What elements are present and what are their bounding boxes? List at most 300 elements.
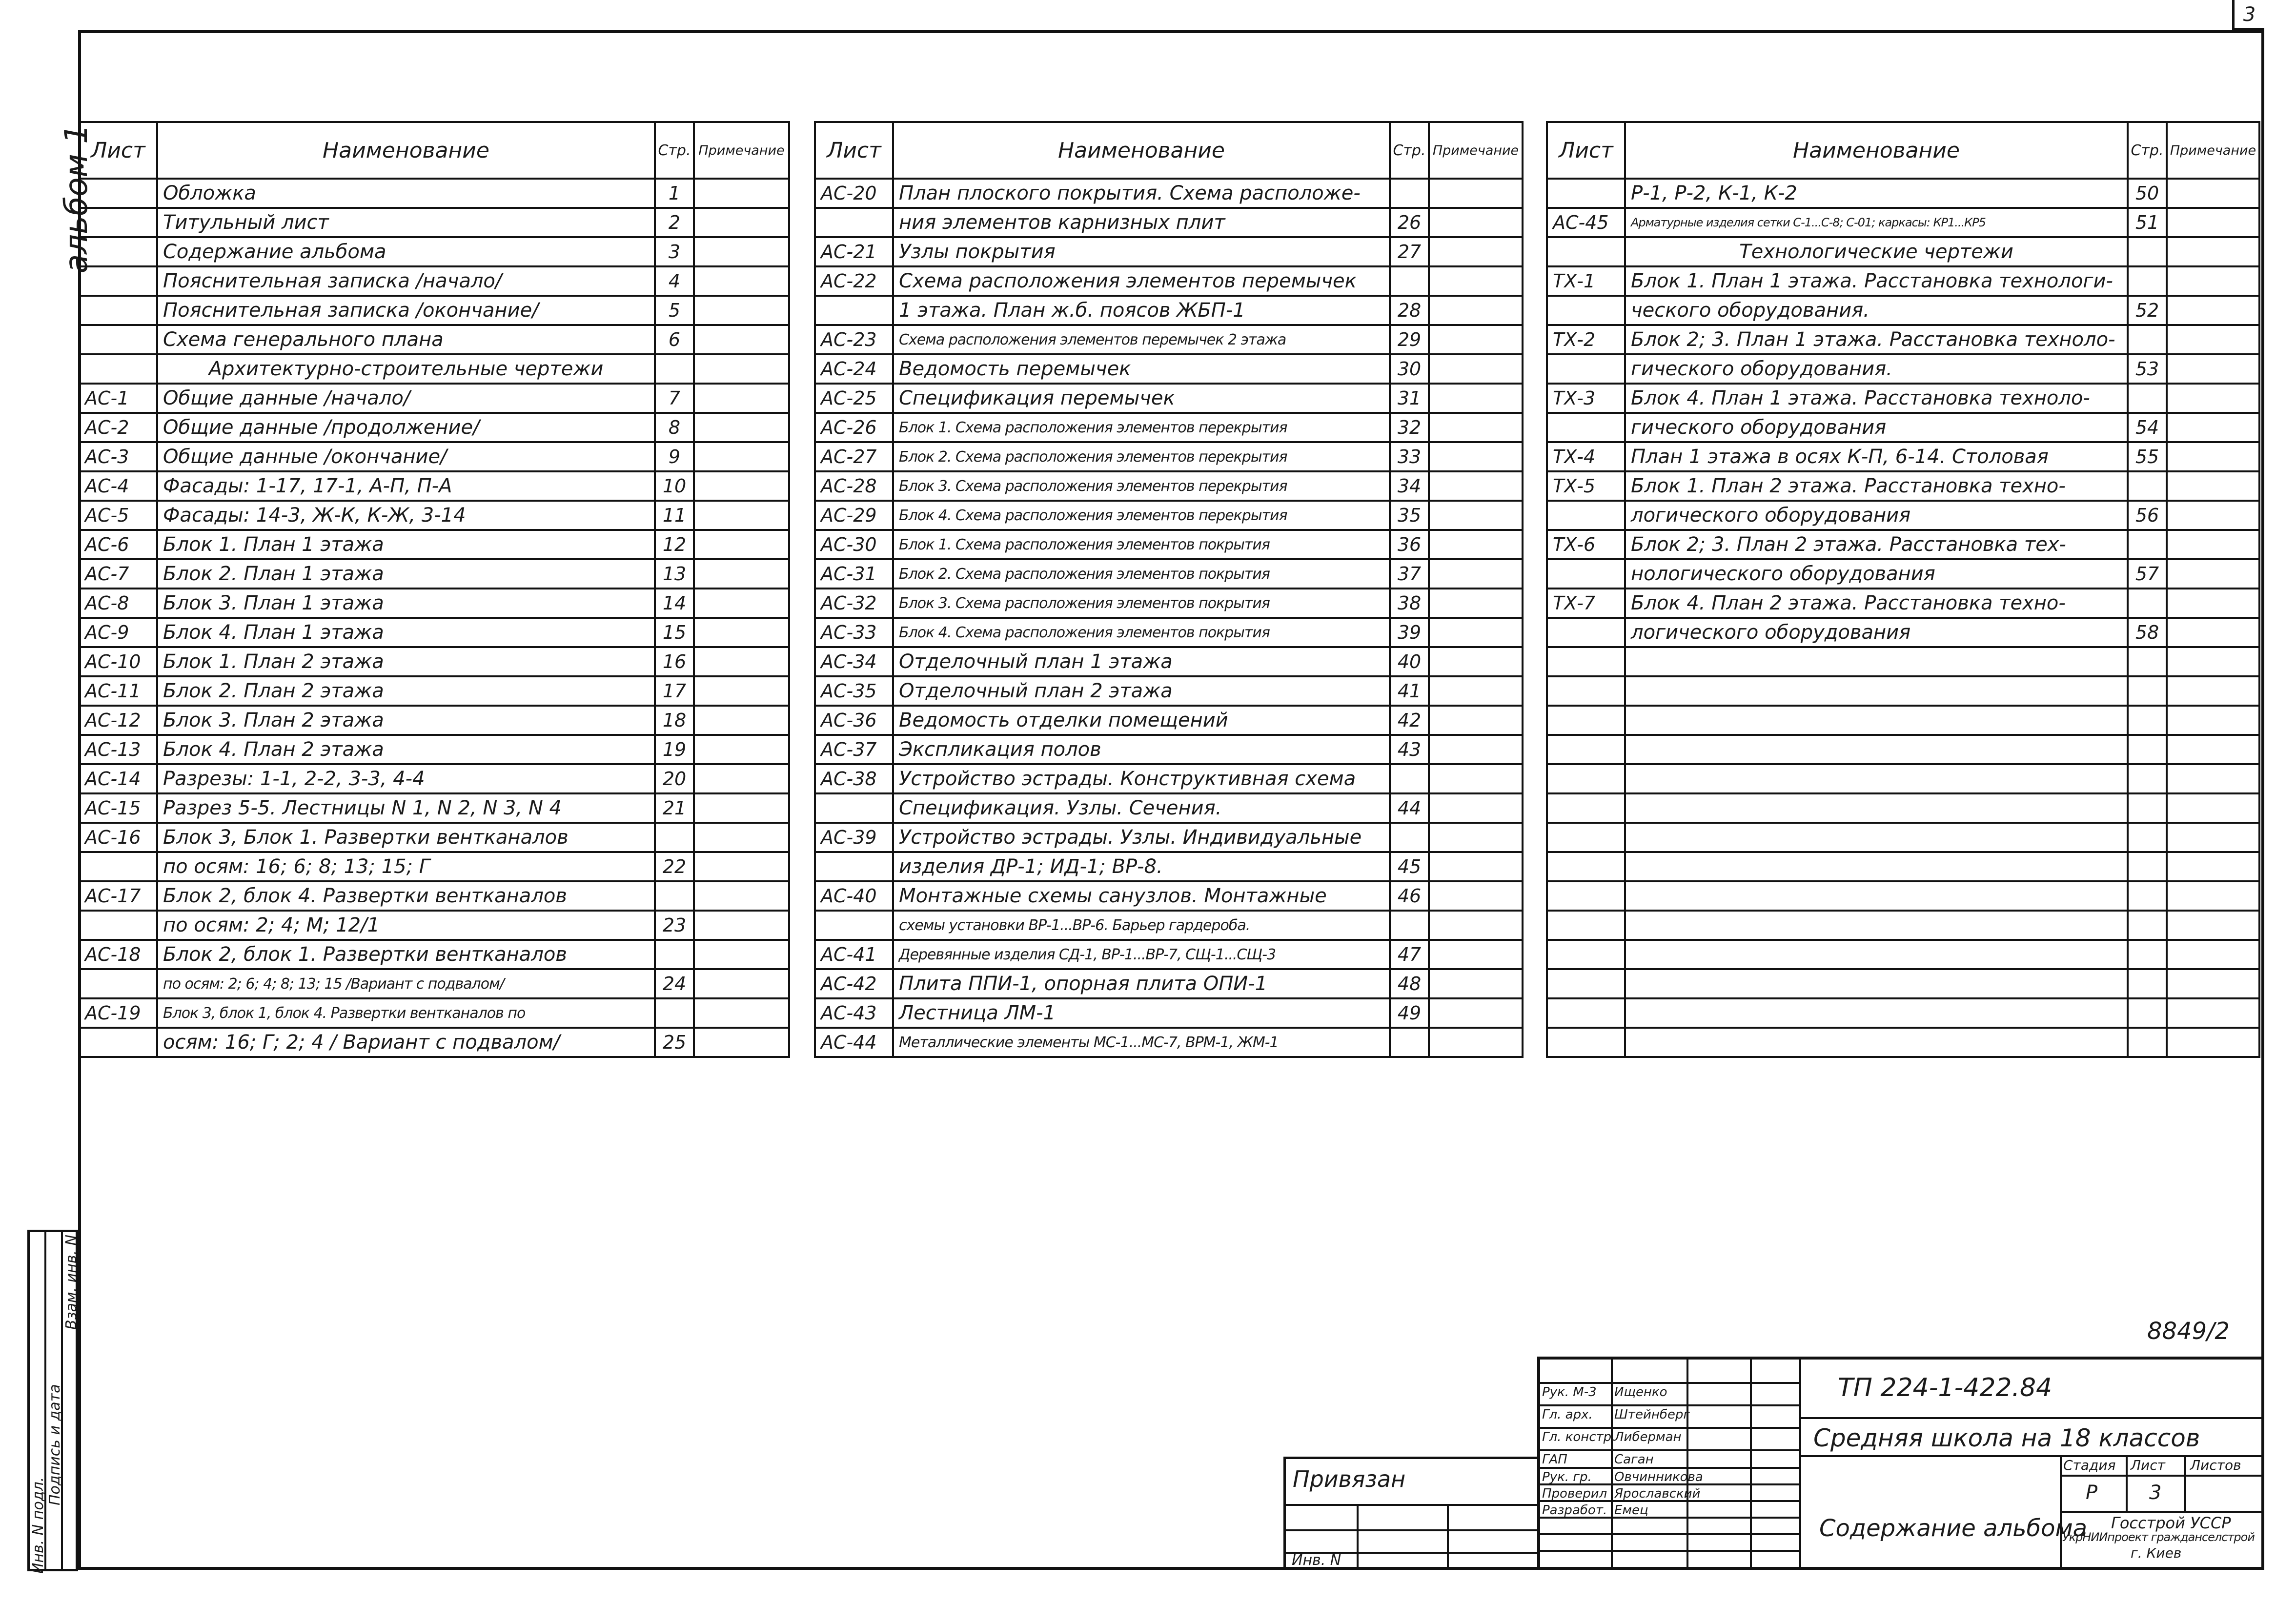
note-cell xyxy=(694,471,789,501)
sheet-name xyxy=(1625,969,2128,998)
table-row xyxy=(815,676,1523,706)
sheet-code xyxy=(1547,296,1625,325)
staff-role: Гл. констр. xyxy=(1542,1430,1616,1444)
note-cell xyxy=(2167,179,2259,208)
header-page: Стр. xyxy=(2128,122,2167,179)
page-number-cell: 48 xyxy=(1390,969,1429,998)
table-row xyxy=(79,852,789,881)
note-cell xyxy=(2167,647,2259,676)
note-cell xyxy=(1429,413,1523,442)
table-row xyxy=(815,559,1523,589)
table-row xyxy=(79,823,789,852)
staff-name: Штейнберг xyxy=(1614,1407,1690,1422)
page-number-cell: 1 xyxy=(655,179,694,208)
note-cell xyxy=(694,969,789,998)
page-number-cell: 51 xyxy=(2128,208,2167,237)
sheet-name: Узлы покрытия xyxy=(893,237,1390,266)
table-row xyxy=(815,296,1523,325)
page-number-cell: 45 xyxy=(1390,852,1429,881)
note-cell xyxy=(1429,589,1523,618)
sheet-name xyxy=(1625,793,2128,823)
table-row xyxy=(79,793,789,823)
sheet-code: АС-20 xyxy=(815,179,893,208)
sheet-code xyxy=(1547,852,1625,881)
page-number-cell xyxy=(2128,237,2167,266)
sheet-name: Устройство эстрады. Конструктивная схема xyxy=(893,764,1390,793)
sheet-code: АС-18 xyxy=(79,940,157,969)
header-name: Наименование xyxy=(1625,122,2128,179)
sheet-name: Титульный лист xyxy=(157,208,655,237)
note-cell xyxy=(1429,764,1523,793)
sheet-code xyxy=(79,179,157,208)
sheet-code: АС-34 xyxy=(815,647,893,676)
table-row xyxy=(815,589,1523,618)
note-cell xyxy=(2167,618,2259,647)
table-row xyxy=(815,647,1523,676)
sheet-code xyxy=(815,208,893,237)
table-row xyxy=(1547,1028,2259,1057)
sheet-name: Блок 3. Схема расположения элементов покрытия xyxy=(893,589,1390,618)
note-cell xyxy=(694,618,789,647)
sheet-code: АС-14 xyxy=(79,764,157,793)
table-row xyxy=(1547,237,2259,266)
note-cell xyxy=(694,911,789,940)
page-number-cell: 11 xyxy=(655,501,694,530)
note-cell xyxy=(1429,911,1523,940)
table-row xyxy=(79,618,789,647)
table-row xyxy=(1547,823,2259,852)
page-number-cell xyxy=(2128,266,2167,296)
header-note: Примечание xyxy=(1429,122,1523,179)
sheet-name: осям: 16; Г; 2; 4 / Вариант с подвалом/ xyxy=(157,1028,655,1057)
bound-block xyxy=(1283,1457,1540,1570)
table-row xyxy=(79,881,789,911)
note-cell xyxy=(694,442,789,471)
page-number-cell: 40 xyxy=(1390,647,1429,676)
note-cell xyxy=(2167,296,2259,325)
note-cell xyxy=(2167,1028,2259,1057)
note-cell xyxy=(1429,501,1523,530)
note-cell xyxy=(1429,647,1523,676)
page-number-cell: 58 xyxy=(2128,618,2167,647)
page-number: 3 xyxy=(2232,0,2264,30)
table-row xyxy=(815,940,1523,969)
sheet-code: АС-24 xyxy=(815,354,893,384)
sheet-code: АС-39 xyxy=(815,823,893,852)
table-row xyxy=(79,471,789,501)
page-number-cell: 25 xyxy=(655,1028,694,1057)
doc-code: ТП 224-1-422.84 xyxy=(1838,1373,2052,1402)
note-cell xyxy=(2167,471,2259,501)
note-cell xyxy=(694,296,789,325)
page-number-cell: 35 xyxy=(1390,501,1429,530)
note-cell xyxy=(694,881,789,911)
sheet-code: АС-16 xyxy=(79,823,157,852)
staff-role: Рук. гр. xyxy=(1542,1470,1592,1484)
note-cell xyxy=(2167,823,2259,852)
sheet-code: АС-17 xyxy=(79,881,157,911)
table-row xyxy=(815,384,1523,413)
header-note: Примечание xyxy=(2167,122,2259,179)
page-number-cell: 9 xyxy=(655,442,694,471)
page-number-cell: 6 xyxy=(655,325,694,354)
page-number-cell: 2 xyxy=(655,208,694,237)
table-row xyxy=(815,706,1523,735)
header-sheet: Лист xyxy=(1547,122,1625,179)
page-number-cell: 53 xyxy=(2128,354,2167,384)
sheet-name: Разрезы: 1-1, 2-2, 3-3, 4-4 xyxy=(157,764,655,793)
org-line-3: г. Киев xyxy=(2131,1545,2182,1561)
page-number-cell: 18 xyxy=(655,706,694,735)
table-row xyxy=(815,325,1523,354)
sheet-name: Блок 2. План 2 этажа xyxy=(157,676,655,706)
table-row xyxy=(1547,676,2259,706)
note-cell xyxy=(1429,1028,1523,1057)
note-cell xyxy=(694,793,789,823)
table-row xyxy=(79,764,789,793)
table-row xyxy=(1547,764,2259,793)
sheet-code xyxy=(1547,618,1625,647)
table-row xyxy=(815,501,1523,530)
sheet-name: Пояснительная записка /окончание/ xyxy=(157,296,655,325)
sheet-name: Блок 3. План 2 этажа xyxy=(157,706,655,735)
note-cell xyxy=(694,413,789,442)
sheet-name xyxy=(1625,940,2128,969)
sheet-code xyxy=(1547,413,1625,442)
table-row xyxy=(79,589,789,618)
note-cell xyxy=(2167,998,2259,1028)
note-cell xyxy=(694,647,789,676)
stage-value: Р xyxy=(2086,1482,2098,1504)
bound-label: Привязан xyxy=(1293,1466,1406,1492)
page-number-cell: 43 xyxy=(1390,735,1429,764)
page-number-cell xyxy=(2128,881,2167,911)
note-cell xyxy=(694,501,789,530)
table-row xyxy=(815,1028,1523,1057)
note-cell xyxy=(2167,325,2259,354)
sheet-title: Содержание альбома xyxy=(1819,1515,2088,1542)
sheet-code: АС-6 xyxy=(79,530,157,559)
note-cell xyxy=(1429,735,1523,764)
page-number-cell: 52 xyxy=(2128,296,2167,325)
page-number-cell: 15 xyxy=(655,618,694,647)
page-number-cell: 17 xyxy=(655,676,694,706)
note-cell xyxy=(2167,384,2259,413)
note-cell xyxy=(2167,764,2259,793)
table-row xyxy=(1547,354,2259,384)
page-number-cell: 21 xyxy=(655,793,694,823)
table-row xyxy=(815,179,1523,208)
note-cell xyxy=(694,384,789,413)
sheet-name: гического оборудования. xyxy=(1625,354,2128,384)
note-cell xyxy=(694,1028,789,1057)
table-row xyxy=(815,998,1523,1028)
page-number-cell xyxy=(655,940,694,969)
table-row xyxy=(815,969,1523,998)
page-number-cell: 42 xyxy=(1390,706,1429,735)
table-row xyxy=(1547,852,2259,881)
table-row xyxy=(1547,881,2259,911)
note-cell xyxy=(694,852,789,881)
page-number-cell xyxy=(1390,266,1429,296)
header-sheet: Лист xyxy=(79,122,157,179)
note-cell xyxy=(1429,618,1523,647)
sheets-label: Листов xyxy=(2190,1457,2241,1473)
sheet-code: АС-7 xyxy=(79,559,157,589)
staff-role: Рук. М-3 xyxy=(1542,1385,1597,1400)
table-row xyxy=(1547,413,2259,442)
sheet-name: 1 этажа. План ж.б. поясов ЖБП-1 xyxy=(893,296,1390,325)
sheet-name: гического оборудования xyxy=(1625,413,2128,442)
page-number-cell xyxy=(655,998,694,1028)
table-row xyxy=(79,442,789,471)
note-cell xyxy=(2167,881,2259,911)
table-row xyxy=(1547,266,2259,296)
page-number-cell: 39 xyxy=(1390,618,1429,647)
table-row xyxy=(815,764,1523,793)
staff-name: Ищенко xyxy=(1614,1385,1667,1400)
page-number-cell xyxy=(2128,647,2167,676)
sheet-name xyxy=(1625,1028,2128,1057)
page-number-cell xyxy=(2128,764,2167,793)
sheet-name: Блок 2. Схема расположения элементов перекрытия xyxy=(893,442,1390,471)
stage-label: Стадия xyxy=(2063,1457,2116,1473)
table-row xyxy=(79,1028,789,1057)
sheet-name: Лестница ЛМ-1 xyxy=(893,998,1390,1028)
sheet-code: АС-13 xyxy=(79,735,157,764)
page-number-cell xyxy=(2128,823,2167,852)
page-number-cell: 13 xyxy=(655,559,694,589)
sheet-code: АС-1 xyxy=(79,384,157,413)
table-row xyxy=(1547,179,2259,208)
table-row xyxy=(1547,471,2259,501)
table-row xyxy=(815,471,1523,501)
sheet-name: логического оборудования xyxy=(1625,618,2128,647)
table-row xyxy=(815,881,1523,911)
sheet-code xyxy=(1547,793,1625,823)
note-cell xyxy=(694,940,789,969)
note-cell xyxy=(1429,266,1523,296)
page-number-cell: 57 xyxy=(2128,559,2167,589)
sheet-code xyxy=(1547,911,1625,940)
note-cell xyxy=(1429,940,1523,969)
page-number-cell xyxy=(2128,325,2167,354)
sheet-name: Монтажные схемы санузлов. Монтажные xyxy=(893,881,1390,911)
sheet-name: Содержание альбома xyxy=(157,237,655,266)
sheet-code: АС-41 xyxy=(815,940,893,969)
sheet-name: Ведомость перемычек xyxy=(893,354,1390,384)
sheet-name: логического оборудования xyxy=(1625,501,2128,530)
sheet-name: Схема расположения элементов перемычек 2 этажа xyxy=(893,325,1390,354)
sheet-code: АС-44 xyxy=(815,1028,893,1057)
sheet-name: Блок 3, блок 1, блок 4. Развертки вентканалов по xyxy=(157,998,655,1028)
note-cell xyxy=(694,589,789,618)
sheet-name: Блок 4. План 1 этажа xyxy=(157,618,655,647)
note-cell xyxy=(2167,706,2259,735)
sheet-name: Спецификация перемычек xyxy=(893,384,1390,413)
inv-label: Инв. N xyxy=(1292,1552,1341,1569)
table-row xyxy=(1547,589,2259,618)
page-number-cell xyxy=(1390,764,1429,793)
sheet-code: АС-22 xyxy=(815,266,893,296)
staff-role: Гл. арх. xyxy=(1542,1407,1593,1422)
page-number-cell xyxy=(2128,940,2167,969)
page-number-cell: 41 xyxy=(1390,676,1429,706)
sheet-code: ТХ-1 xyxy=(1547,266,1625,296)
page-number-cell: 30 xyxy=(1390,354,1429,384)
sheet-code xyxy=(79,354,157,384)
note-cell xyxy=(2167,413,2259,442)
table-row xyxy=(1547,559,2259,589)
sheet-name: Блок 1. План 2 этажа. Расстановка техно- xyxy=(1625,471,2128,501)
page-number-cell: 5 xyxy=(655,296,694,325)
sheet-name: Блок 3, Блок 1. Развертки вентканалов xyxy=(157,823,655,852)
sheet-name xyxy=(1625,911,2128,940)
note-cell xyxy=(2167,266,2259,296)
page-number-cell: 14 xyxy=(655,589,694,618)
sheet-name: Блок 3. План 1 этажа xyxy=(157,589,655,618)
page-number-cell: 28 xyxy=(1390,296,1429,325)
sheet-code: АС-4 xyxy=(79,471,157,501)
side-stamp xyxy=(27,1230,80,1574)
table-row xyxy=(79,998,789,1028)
header-page: Стр. xyxy=(1390,122,1429,179)
sheet-code: АС-29 xyxy=(815,501,893,530)
note-cell xyxy=(694,208,789,237)
page-number-cell: 12 xyxy=(655,530,694,559)
note-cell xyxy=(1429,237,1523,266)
page-number-cell: 36 xyxy=(1390,530,1429,559)
note-cell xyxy=(694,676,789,706)
sheet-code: АС-9 xyxy=(79,618,157,647)
page-number-cell: 37 xyxy=(1390,559,1429,589)
table-row xyxy=(815,442,1523,471)
table-row xyxy=(815,237,1523,266)
sheet-name: Фасады: 1-17, 17-1, А-П, П-А xyxy=(157,471,655,501)
sheet-name: Устройство эстрады. Узлы. Индивидуальные xyxy=(893,823,1390,852)
table-row xyxy=(815,911,1523,940)
sheet-name: Блок 1. План 1 этажа xyxy=(157,530,655,559)
page-number-cell: 31 xyxy=(1390,384,1429,413)
note-cell xyxy=(2167,940,2259,969)
page-number-cell xyxy=(2128,471,2167,501)
page-number-cell xyxy=(2128,852,2167,881)
table-row xyxy=(1547,911,2259,940)
page-number-cell: 34 xyxy=(1390,471,1429,501)
note-cell xyxy=(1429,354,1523,384)
sheet-code: АС-26 xyxy=(815,413,893,442)
sheet-code: АС-43 xyxy=(815,998,893,1028)
table-row xyxy=(815,208,1523,237)
sheet-name: Металлические элементы МС-1...МС-7, ВРМ-1, ЖМ-1 xyxy=(893,1028,1390,1057)
table-row xyxy=(1547,969,2259,998)
sheet-code: АС-10 xyxy=(79,647,157,676)
sheet-code xyxy=(1547,676,1625,706)
page-number-cell xyxy=(2128,530,2167,559)
sheet-name: Плита ППИ-1, опорная плита ОПИ-1 xyxy=(893,969,1390,998)
sheet-name: ния элементов карнизных плит xyxy=(893,208,1390,237)
sheet-code: АС-35 xyxy=(815,676,893,706)
sheet-name: Общие данные /окончание/ xyxy=(157,442,655,471)
table-row xyxy=(79,325,789,354)
table-row xyxy=(815,852,1523,881)
sheet-name: Блок 1. План 2 этажа xyxy=(157,647,655,676)
sheet-name: нологического оборудования xyxy=(1625,559,2128,589)
sheet-code: АС-28 xyxy=(815,471,893,501)
table-row xyxy=(1547,618,2259,647)
note-cell xyxy=(1429,706,1523,735)
sheet-name: Блок 2; 3. План 1 этажа. Расстановка техноло- xyxy=(1625,325,2128,354)
sheet-name: Блок 2, блок 1. Развертки вентканалов xyxy=(157,940,655,969)
table-row xyxy=(79,354,789,384)
note-cell xyxy=(1429,998,1523,1028)
sheet-code xyxy=(1547,823,1625,852)
note-cell xyxy=(2167,969,2259,998)
note-cell xyxy=(1429,530,1523,559)
note-cell xyxy=(1429,296,1523,325)
page-number-cell: 26 xyxy=(1390,208,1429,237)
page-number-cell: 46 xyxy=(1390,881,1429,911)
sheet-code: ТХ-7 xyxy=(1547,589,1625,618)
sheet-name: Фасады: 14-3, Ж-К, К-Ж, 3-14 xyxy=(157,501,655,530)
table-row xyxy=(815,618,1523,647)
contents-table-1 xyxy=(78,121,790,1058)
sheet-value: 3 xyxy=(2149,1482,2162,1504)
note-cell xyxy=(2167,793,2259,823)
note-cell xyxy=(694,266,789,296)
sheet-code: АС-3 xyxy=(79,442,157,471)
page-number-cell: 54 xyxy=(2128,413,2167,442)
note-cell xyxy=(694,325,789,354)
sheet-code xyxy=(1547,501,1625,530)
sheet-code xyxy=(79,1028,157,1057)
sheet-code xyxy=(815,911,893,940)
sheet-code xyxy=(1547,179,1625,208)
sheet-code xyxy=(79,237,157,266)
table-row xyxy=(1547,208,2259,237)
sheet-code: АС-25 xyxy=(815,384,893,413)
page-number-cell xyxy=(1390,911,1429,940)
sheet-code xyxy=(1547,647,1625,676)
page-number-cell: 33 xyxy=(1390,442,1429,471)
page-number-cell: 19 xyxy=(655,735,694,764)
page-number-cell xyxy=(655,823,694,852)
sheet-code xyxy=(1547,881,1625,911)
sheet-name: План плоского покрытия. Схема расположе- xyxy=(893,179,1390,208)
sheet-name xyxy=(1625,735,2128,764)
page-number-cell: 38 xyxy=(1390,589,1429,618)
sheet-name: Блок 4. План 2 этажа xyxy=(157,735,655,764)
header-note: Примечание xyxy=(694,122,789,179)
page-number-cell xyxy=(2128,706,2167,735)
note-cell xyxy=(2167,501,2259,530)
sheet-name xyxy=(1625,852,2128,881)
sheet-code: АС-5 xyxy=(79,501,157,530)
sheet-code: АС-36 xyxy=(815,706,893,735)
table-row xyxy=(79,706,789,735)
page-number-cell xyxy=(2128,589,2167,618)
project-code: 8849/2 xyxy=(2147,1318,2230,1345)
table-row xyxy=(79,911,789,940)
sheet-code xyxy=(815,852,893,881)
sheet-code: АС-21 xyxy=(815,237,893,266)
sheet-code: АС-42 xyxy=(815,969,893,998)
table-row xyxy=(79,735,789,764)
table-row xyxy=(79,559,789,589)
table-row xyxy=(79,940,789,969)
sheet-code: АС-23 xyxy=(815,325,893,354)
sheet-code: АС-19 xyxy=(79,998,157,1028)
